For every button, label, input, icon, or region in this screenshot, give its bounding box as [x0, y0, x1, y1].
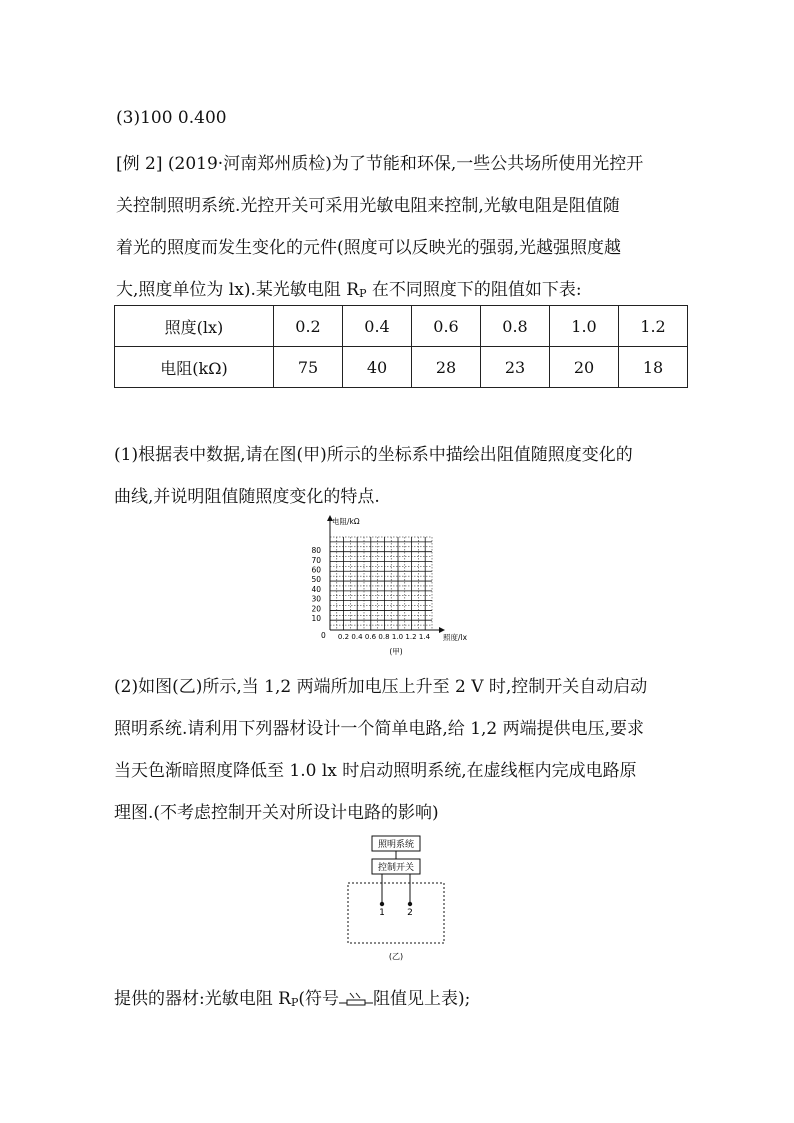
example-line-4-pre: 大,照度单位为 lx).某光敏电阻 R — [116, 280, 360, 300]
table-row-resistance — [115, 347, 688, 388]
x-tick-label: 0.4 — [351, 633, 363, 641]
x-tick-label: 1.2 — [405, 633, 417, 641]
origin-label: 0 — [321, 631, 326, 640]
example-line-4 — [116, 275, 582, 300]
table-header-illuminance: 照度(lx) — [115, 306, 274, 347]
terminal-1-label: 1 — [379, 908, 385, 918]
table-cell: 0.8 — [481, 306, 550, 347]
y-tick-label: 20 — [311, 604, 321, 614]
table-cell: 18 — [619, 347, 688, 388]
terminal-2-label: 2 — [407, 908, 413, 918]
y-tick-label: 80 — [311, 546, 321, 556]
circuit-yi — [340, 832, 452, 964]
q2-line-1: (2)如图(乙)所示,当 1,2 两端所加电压上升至 2 V 时,控制开关自动启动 — [114, 677, 648, 697]
x-tick-label: 0.8 — [378, 633, 390, 641]
materials-rp-subscript: P — [290, 996, 299, 1009]
q2-line-4: 理图.(不考虑控制开关对所设计电路的影响) — [114, 803, 439, 823]
rp-subscript: P — [359, 287, 367, 300]
q2-line-3: 当天色渐暗照度降低至 1.0 lx 时启动照明系统,在虚线框内完成电路原 — [114, 761, 637, 781]
y-tick-label: 60 — [311, 565, 321, 575]
table-cell: 0.4 — [343, 306, 412, 347]
materials-post: 阻值见上表); — [372, 989, 471, 1009]
table-cell: 75 — [274, 347, 343, 388]
example-line-2: 关控制照明系统.光控开关可采用光敏电阻来控制,光敏电阻是阻值随 — [116, 196, 620, 216]
table-cell: 23 — [481, 347, 550, 388]
table-cell: 0.2 — [274, 306, 343, 347]
y-tick-label: 70 — [311, 555, 321, 565]
table-cell: 20 — [550, 347, 619, 388]
y-axis-label: 电阻/kΩ — [332, 517, 360, 526]
terminal-2-dot — [408, 902, 412, 906]
y-tick-label: 30 — [311, 594, 321, 604]
table-cell: 1.0 — [550, 306, 619, 347]
y-tick-label: 40 — [311, 584, 321, 594]
x-tick-label: 0.6 — [364, 633, 377, 641]
table-row-illuminance — [115, 306, 688, 347]
materials-line — [114, 984, 470, 1009]
graph-caption: (甲) — [389, 647, 403, 656]
previous-answer: (3)100 0.400 — [116, 108, 227, 128]
terminal-1-dot — [380, 902, 384, 906]
x-tick-label: 0.2 — [337, 633, 350, 641]
x-tick-label: 1.0 — [391, 633, 404, 641]
x-axis-label: 照度/lx — [443, 633, 468, 642]
table-cell: 1.2 — [619, 306, 688, 347]
table-header-resistance: 电阻(kΩ) — [115, 347, 274, 388]
y-tick-label: 50 — [311, 575, 321, 585]
y-tick-label: 10 — [311, 614, 321, 623]
graph-grid — [330, 537, 432, 630]
materials-pre: 提供的器材:光敏电阻 R — [114, 989, 291, 1009]
lighting-system-label: 照明系统 — [377, 840, 415, 850]
table-cell: 0.6 — [412, 306, 481, 347]
q2-line-2: 照明系统.请利用下列器材设计一个简单电路,给 1,2 两端提供电压,要求 — [114, 719, 645, 739]
graph-jia — [300, 512, 500, 660]
control-switch-label: 控制开关 — [377, 863, 415, 873]
dashed-design-frame — [348, 883, 444, 943]
example-line-4-post: 在不同照度下的阻值如下表: — [366, 280, 582, 300]
materials-mid: (符号 — [298, 989, 339, 1009]
example-line-3: 着光的照度而发生变化的元件(照度可以反映光的强弱,光越强照度越 — [116, 238, 622, 258]
circuit-caption: (乙) — [388, 952, 404, 961]
photoresistor-symbol-icon — [339, 992, 373, 1006]
x-tick-label: 1.4 — [418, 633, 431, 641]
illuminance-resistance-table — [114, 305, 688, 388]
example-line-1: [例 2] (2019·河南郑州质检)为了节能和环保,一些公共场所使用光控开 — [116, 154, 644, 174]
q1-line-2: 曲线,并说明阻值随照度变化的特点. — [114, 487, 380, 507]
q1-line-1: (1)根据表中数据,请在图(甲)所示的坐标系中描绘出阻值随照度变化的 — [114, 445, 633, 465]
table-cell: 40 — [343, 347, 412, 388]
table-cell: 28 — [412, 347, 481, 388]
